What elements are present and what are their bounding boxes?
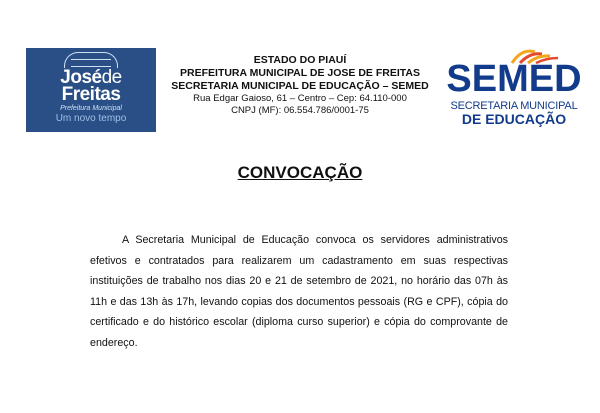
city-emblem-icon [64,52,118,68]
header-state: ESTADO DO PIAUÍ [253,54,347,66]
jose-de-freitas-logo [26,48,156,132]
header-prefecture: PREFEITURA MUNICIPAL DE JOSE DE FREITAS [180,67,420,79]
semed-wordmark: SEMED [446,58,582,100]
logo-left-prefeitura: Prefeitura Municipal [60,105,122,112]
header-secretariat: SECRETARIA MUNICIPAL DE EDUCAÇÃO – SEMED [171,80,429,92]
header-cnpj: CNPJ (MF): 06.554.786/0001-75 [231,105,369,116]
logo-left-slogan: Um novo tempo [55,113,127,124]
logo-left-freitas: Freitas [61,84,121,105]
semed-logo [446,44,582,128]
semed-subtitle-1: SECRETARIA MUNICIPAL [450,100,578,112]
logo-left-de: de [101,67,122,88]
semed-subtitle-2: DE EDUCAÇÃO [461,111,567,127]
header-address: Rua Edgar Gaioso, 61 – Centro – Cep: 64.110-000 [193,93,407,104]
logo-left-jose: José [60,67,102,88]
document-title: CONVOCAÇÃO [237,163,363,182]
body-paragraph: A Secretaria Municipal de Educação convoca os servidores administrativos efetivos e contratados para realizarem um cadastramento em suas respectivas instituições de trabalho nos dias 20 e 21 de setembro de 2021, no horário das 07h às 11h e das 13h às 17h, levando copias dos documentos pessoais (RG e CPF), cópia do certificado e do histórico escolar (diploma curso superior) e cópia do comprovante de endereço. [90,234,508,349]
letterhead [165,54,435,117]
